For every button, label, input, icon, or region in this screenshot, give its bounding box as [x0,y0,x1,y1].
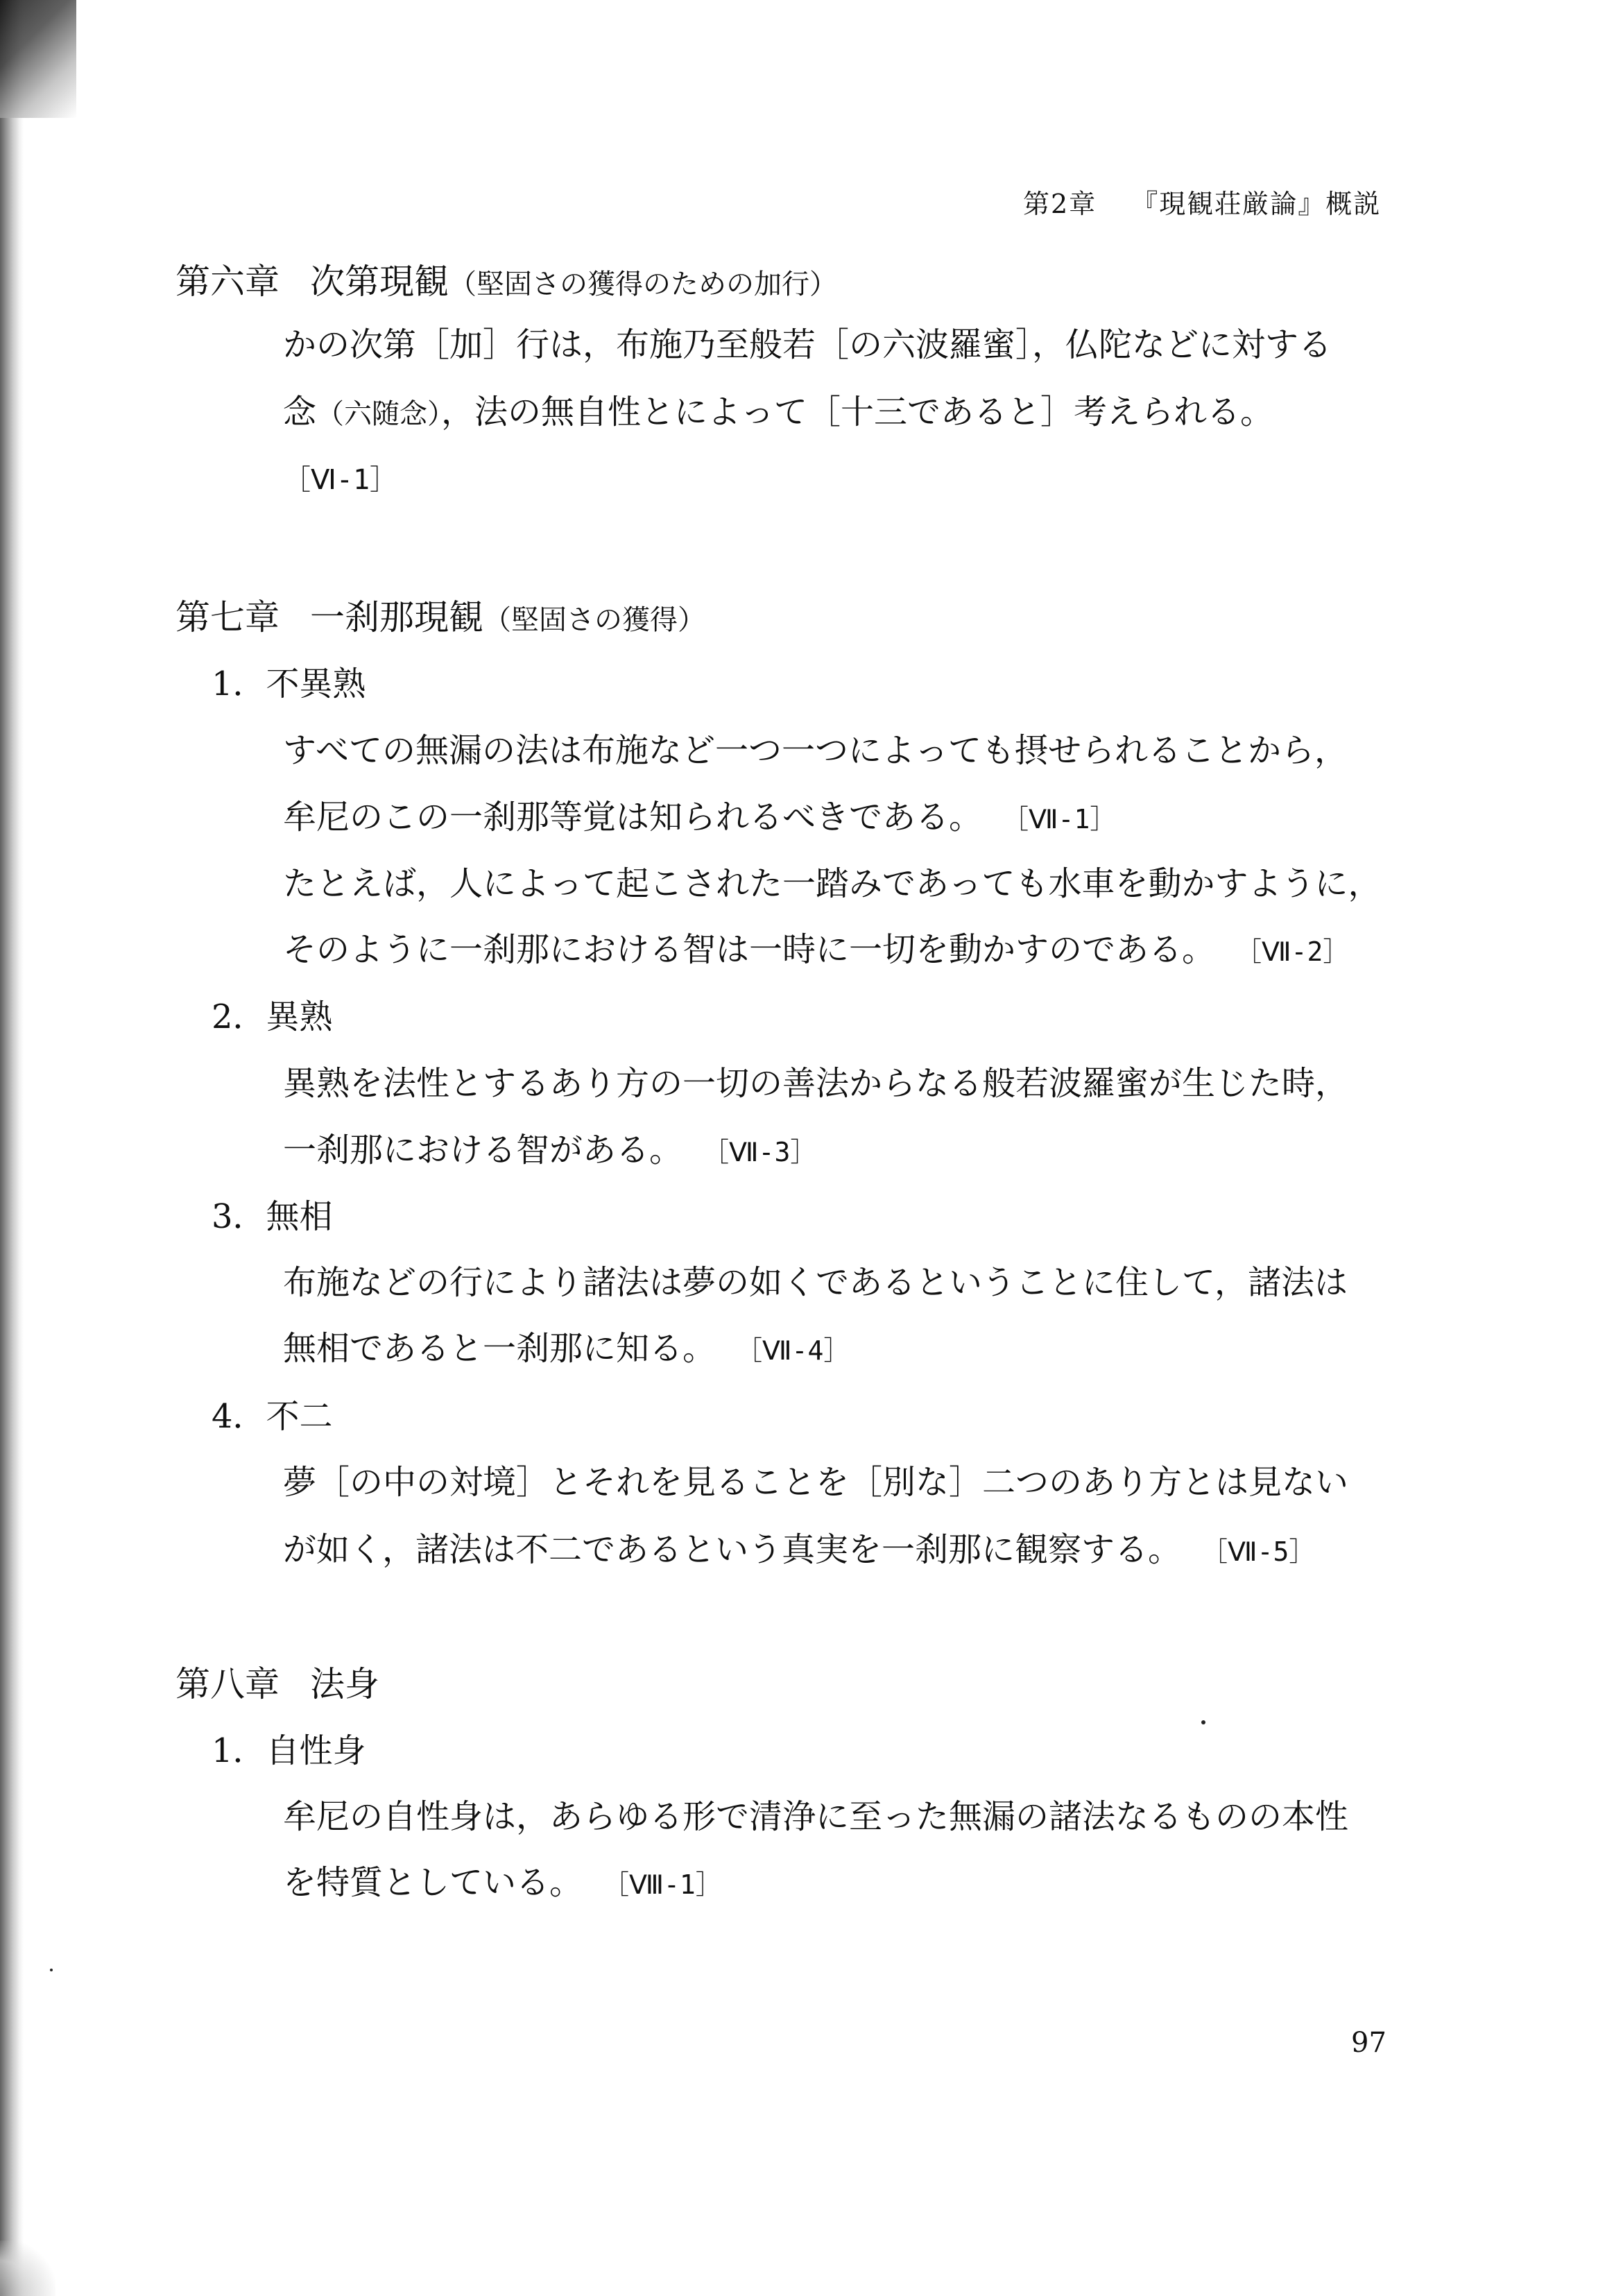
scan-speck [1201,1720,1205,1724]
chapter-7-heading [175,597,705,637]
section-8-1-line-2 [283,1863,722,1902]
section-7-2-line-1: 異熟を法性とするあり方の一切の善法からなる般若波羅蜜が生じた時， [283,1064,1349,1103]
chapter-6-heading [175,262,837,302]
chapter-6-reference: ［Ⅵ-1］ [283,464,398,496]
section-7-1-line-1: すべての無漏の法は布施など一つ一つによっても摂せられることから， [283,731,1348,770]
reference-7-2: ［Ⅶ-2］ [1248,936,1350,967]
section-7-2-title: 2．異熟 [212,997,333,1036]
chapter-6-line-1: かの次第［加］行は，布施乃至般若［の六波羅蜜］，仏陀などに対する [283,325,1332,364]
scan-corner-bottom-shadow [0,2241,55,2296]
section-7-1-line-2-text: 牟尼のこの一刹那等覚は知られるべきである。 [283,798,983,837]
section-7-1-line-4-text: そのように一刹那における智は一時に一切を動かすのである。 [283,930,1216,969]
reference-8-1: ［Ⅷ-1］ [616,1869,722,1900]
reference-7-3: ［Ⅶ-3］ [716,1137,817,1167]
chapter-6-line-2 [283,395,1273,429]
chapter-6-note: （堅固さの獲得のための加行） [449,268,837,300]
running-header-chapter: 第2章 [1023,189,1097,219]
section-7-2-line-2-text: 一刹那における智がある。 [283,1131,683,1170]
section-8-1-line-2-text: を特質としている。 [283,1863,583,1902]
section-7-3-title: 3．無相 [212,1197,333,1236]
chapter-8-number: 第八章 [175,1664,280,1704]
chapter-6-title: 次第現観 [310,262,449,302]
reference-7-1: ［Ⅶ-1］ [1015,804,1117,834]
page-number: 97 [1351,2027,1386,2059]
chapter-7-number: 第七章 [175,597,280,637]
chapter-7-note: （堅固さの獲得） [483,604,705,636]
section-7-1-line-4 [283,930,1350,969]
scan-speck [50,1969,53,1971]
chapter-8-heading [175,1664,379,1704]
running-header [1023,182,1381,221]
section-8-1-title: 1．自性身 [212,1731,366,1770]
section-7-3-line-2 [283,1329,850,1368]
chapter-6-line-2-note: （六随念） [316,398,442,430]
chapter-6-number: 第六章 [175,262,280,302]
chapter-8-title: 法身 [310,1664,379,1704]
running-header-title: 『現観荘厳論』概説 [1131,189,1382,219]
section-7-1-line-2 [283,798,1117,837]
section-7-3-line-1: 布施などの行により諸法は夢の如くであるということに住して，諸法は [283,1263,1348,1302]
scan-edge-shadow [0,0,24,2296]
section-7-1-title: 1．不異熟 [212,665,366,703]
reference-7-4: ［Ⅶ-4］ [749,1335,850,1366]
chapter-6-line-2-a: 念 [283,393,317,431]
chapter-6-line-2-b: ，法の無自性とによって［十三であると］考えられる。 [441,393,1274,431]
section-8-1-line-1: 牟尼の自性身は，あらゆる形で清浄に至った無漏の諸法なるものの本性 [283,1797,1349,1836]
section-7-4-title: 4．不二 [212,1397,333,1436]
section-7-4-line-2 [283,1530,1316,1569]
section-7-4-line-1: 夢［の中の対境］とそれを見ることを［別な］二つのあり方とは見ない [283,1463,1349,1502]
section-7-4-line-2-text: が如く，諸法は不二であるという真実を一刹那に観察する。 [283,1530,1182,1569]
scan-corner-shadow [0,0,76,118]
section-7-3-line-2-text: 無相であると一刹那に知る。 [283,1329,716,1368]
reference-7-5: ［Ⅶ-5］ [1214,1536,1316,1567]
section-7-1-line-3: たとえば，人によって起こされた一踏みであっても水車を動かすように， [283,864,1382,903]
section-7-2-line-2 [283,1131,817,1170]
chapter-7-title: 一刹那現観 [310,597,483,637]
